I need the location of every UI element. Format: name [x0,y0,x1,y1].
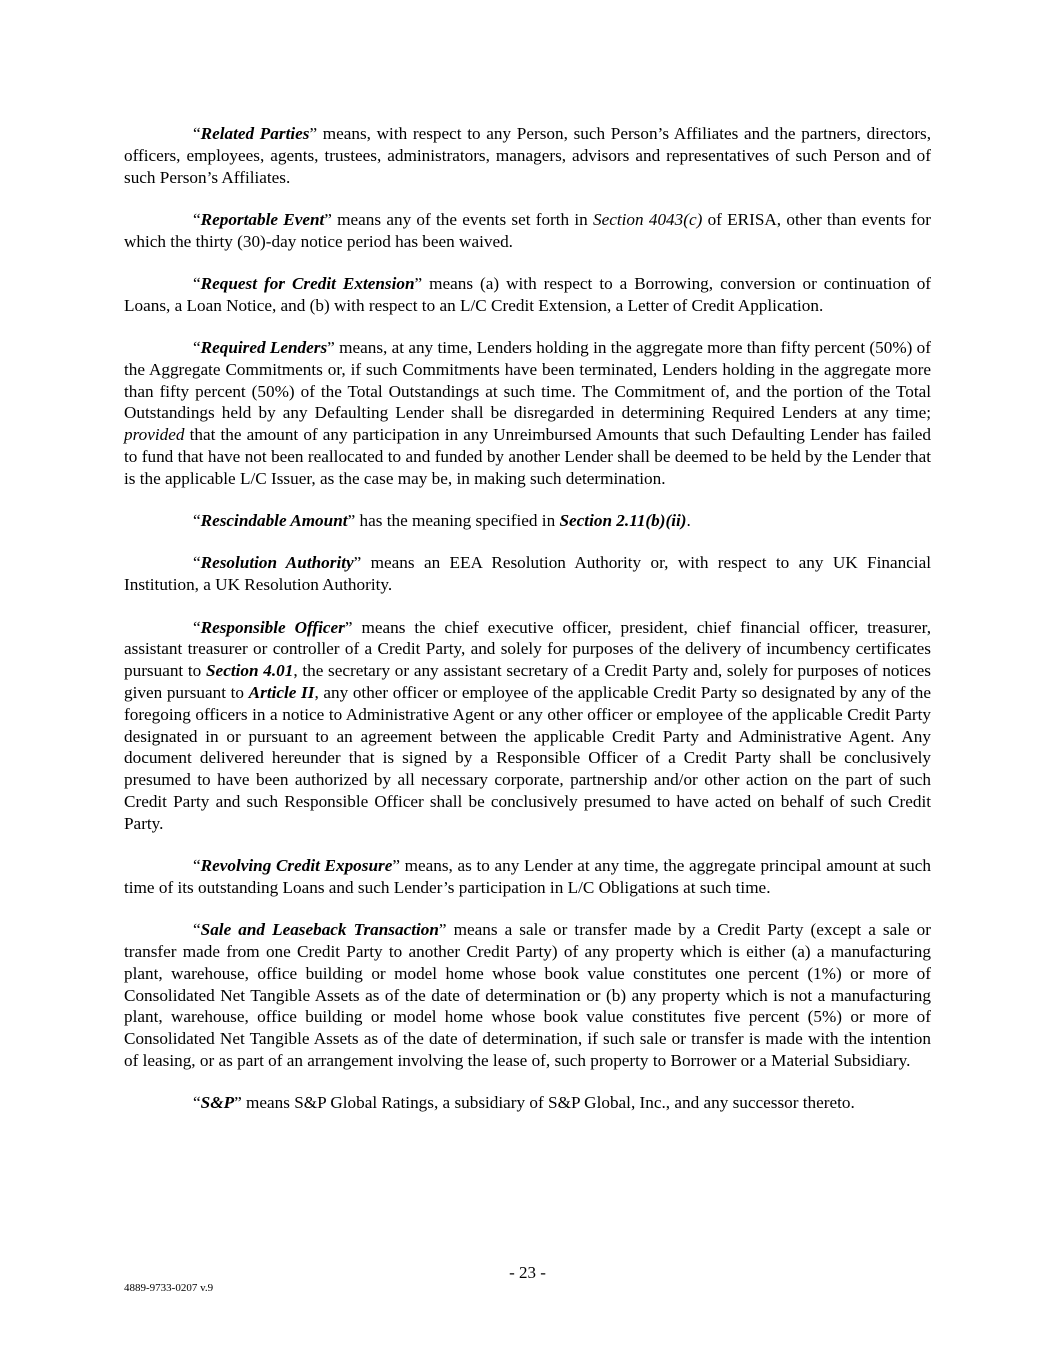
definition-text: “ [193,124,201,143]
definition-text: that the amount of any participation in any Unreimbursed Amounts that such Defaulting Lender has failed to fund that have not been reallocated to and funded by another Lender shall be deemed to be held by the Lender that is the applicable L/C Issuer, as the case may be, in making such determination. [124,425,931,488]
definition-text: ” means, as to any Lender at any time, the aggregate principal amount at such time of its outstanding Loans and such Lender’s participation in L/C Obligations at such time. [124,856,931,897]
defined-term: Request for Credit Extension [200,273,415,293]
italic-reference: Section 4043(c) [593,209,703,229]
definition-text: ” has the meaning specified in [347,511,560,531]
definition-paragraph [124,617,931,835]
definition-paragraph [124,1092,931,1114]
definition-text: ” means an EEA Resolution Authority or, with respect to any UK Financial Institution, a UK Resolution Authority. [124,553,931,595]
definition-text: “ [193,1093,201,1113]
definition-paragraph [124,510,931,532]
italic-reference: provided [124,425,185,445]
definition-text: ” means any of the events set forth in [324,209,594,229]
document-id: 4889-9733-0207 v.9 [124,1282,214,1294]
definition-text: ” means the chief executive officer, president, chief financial officer, treasurer, assistant treasurer or controller of a Credit Party, and solely for purposes of the delivery of incumbency certificates pursuant to [124,617,931,681]
definition-paragraph [124,919,931,1072]
definition-text: “ [193,856,201,876]
defined-term: Section 4.01 [206,661,294,681]
defined-term: Section 2.11(b)(ii) [559,511,687,531]
definition-text: “ [193,338,201,358]
defined-term: Revolving Credit Exposure [200,856,393,876]
definition-text: ” means (a) with respect to a Borrowing, conversion or continuation of Loans, a Loan Notice, and (b) with respect to an L/C Credit Extension, a Letter of Credit Application. [124,273,932,315]
definition-paragraph [124,273,931,317]
defined-term: Sale and Leaseback Transaction [200,920,439,940]
definition-paragraph [124,209,931,253]
defined-term: Related Parties [200,124,310,143]
defined-term: Article II [248,682,315,702]
definition-text: “ [193,273,201,293]
definition-paragraph [124,855,931,899]
definition-paragraph [124,552,931,596]
definition-text: “ [193,209,201,229]
definition-text: ” means S&P Global Ratings, a subsidiary of S&P Global, Inc., and any successor thereto. [234,1093,855,1113]
document-body [124,123,931,1134]
definition-text: “ [193,617,201,637]
defined-term: Resolution Authority [200,553,354,573]
definition-text: ” means, with respect to any Person, such Person’s Affiliates and the partners, directors, officers, employees, agents, trustees, administrators, managers, advisors and representatives of such Person and of such Person’s Affiliates. [124,124,931,187]
definition-text: . [686,511,691,531]
definition-text: “ [193,553,201,573]
definition-paragraph [124,337,931,490]
definition-text: ” means a sale or transfer made by a Credit Party (except a sale or transfer made from one Credit Party to another Credit Party) of any property which is either (a) a manufacturing plant, warehouse, office building or model home whose book value constitutes one percent (1%) or more of Consolidated Net Tangible Assets as of the date of determination or (b) any property which is not a manufacturing plant, warehouse, office building or model home whose book value constitutes five percent (5%) or more of Consolidated Net Tangible Assets as of the date of determination, if such sale or transfer is made with the intention of leasing, or as part of an arrangement involving the lease of, such property to Borrower or a Material Subsidiary. [124,920,931,1070]
defined-term: S&P [200,1093,235,1113]
defined-term: Responsible Officer [200,617,345,637]
definition-text: “ [193,511,201,531]
definition-text: of ERISA, other than events for which the thirty (30)-day notice period has been waived. [124,209,931,251]
definition-text: ” means, at any time, Lenders holding in the aggregate more than fifty percent (50%) of the Aggregate Commitments or, if such Commitments have been terminated, Lenders holding in the aggregate more than fifty percent (50%) of the Total Outstandings at such time. The Commitment of, and the portion of the Total Outstandings held by any Defaulting Lender shall be disregarded in determining Required Lenders at any time; [124,338,932,423]
definition-text: , any other officer or employee of the applicable Credit Party so designated by any of the foregoing officers in a notice to Administrative Agent or any other officer or employee of the applicable Credit Party designated in or pursuant to an agreement between the applicable Credit Party and Administrative Agent. Any document delivered hereunder that is signed by a Responsible Officer of a Credit Party shall be conclusively presumed to have been authorized by all necessary corporate, partnership and/or other action on the part of such Credit Party and such Responsible Officer shall be conclusively presumed to have acted on behalf of such Credit Party. [124,682,931,833]
definition-paragraph [124,123,931,188]
defined-term: Required Lenders [200,338,328,358]
definition-text: , the secretary or any assistant secretary of a Credit Party and, solely for purposes of notices given pursuant to [124,661,931,702]
page-number: - 23 - [509,1263,546,1282]
defined-term: Rescindable Amount [200,511,348,531]
defined-term: Reportable Event [200,209,325,229]
definition-text: “ [193,920,201,940]
